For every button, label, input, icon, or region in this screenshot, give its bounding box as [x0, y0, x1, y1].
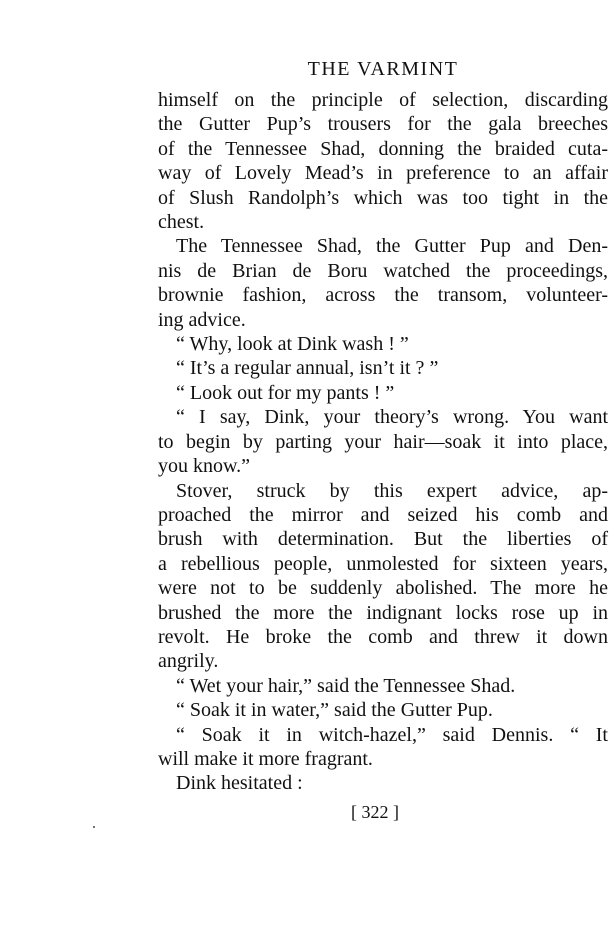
- text-line: brush with determination. But the liberties of: [158, 528, 608, 551]
- text-line: angrily.: [158, 650, 219, 673]
- text-line: will make it more fragrant.: [158, 747, 373, 770]
- text-line: “ I say, Dink, your theory’s wrong. You want: [176, 406, 608, 429]
- text-line: to begin by parting your hair—soak it into place,: [158, 430, 608, 453]
- running-head: THE VARMINT: [307, 58, 459, 80]
- text-line: himself on the principle of selection, discarding: [158, 89, 608, 111]
- text-line: “ Wet your hair,” said the Tennessee Shad.: [176, 674, 516, 697]
- text-line: chest.: [158, 211, 205, 234]
- text-line: “ Soak it in water,” said the Gutter Pup.: [176, 699, 493, 722]
- text-line: “ Why, look at Dink wash ! ”: [176, 333, 409, 356]
- text-line: Stover, struck by this expert advice, ap-: [176, 479, 608, 502]
- text-line: the Gutter Pup’s trousers for the gala breeches: [158, 113, 608, 136]
- text-line: of Slush Randolph’s which was too tight in the: [158, 186, 608, 209]
- text-line: a rebellious people, unmolested for sixteen years,: [158, 552, 608, 575]
- print-speck: [93, 826, 95, 828]
- text-line: you know.”: [158, 455, 251, 478]
- text-line: The Tennessee Shad, the Gutter Pup and Den-: [176, 235, 608, 258]
- text-line: brownie fashion, across the transom, volunteer-: [158, 284, 608, 307]
- text-line: of the Tennessee Shad, donning the braided cuta-: [158, 137, 608, 160]
- text-line: way of Lovely Mead’s in preference to an affair: [158, 162, 608, 185]
- text-line: Dink hesitated :: [176, 772, 303, 795]
- text-line: “ Look out for my pants ! ”: [176, 381, 395, 404]
- text-line: nis de Brian de Boru watched the proceedings,: [158, 259, 608, 282]
- body-text: [158, 88, 608, 796]
- text-line: ing advice.: [158, 308, 246, 331]
- text-line: were not to be suddenly abolished. The more he: [158, 577, 608, 600]
- text-line: “ It’s a regular annual, isn’t it ? ”: [176, 357, 439, 380]
- text-line: proached the mirror and seized his comb and: [158, 503, 608, 526]
- text-line: “ Soak it in witch-hazel,” said Dennis. “ It: [176, 723, 608, 746]
- page-number: [ 322 ]: [351, 802, 399, 822]
- text-line: brushed the more the indignant locks rose up in: [158, 601, 608, 624]
- text-line: revolt. He broke the comb and threw it down: [158, 625, 608, 648]
